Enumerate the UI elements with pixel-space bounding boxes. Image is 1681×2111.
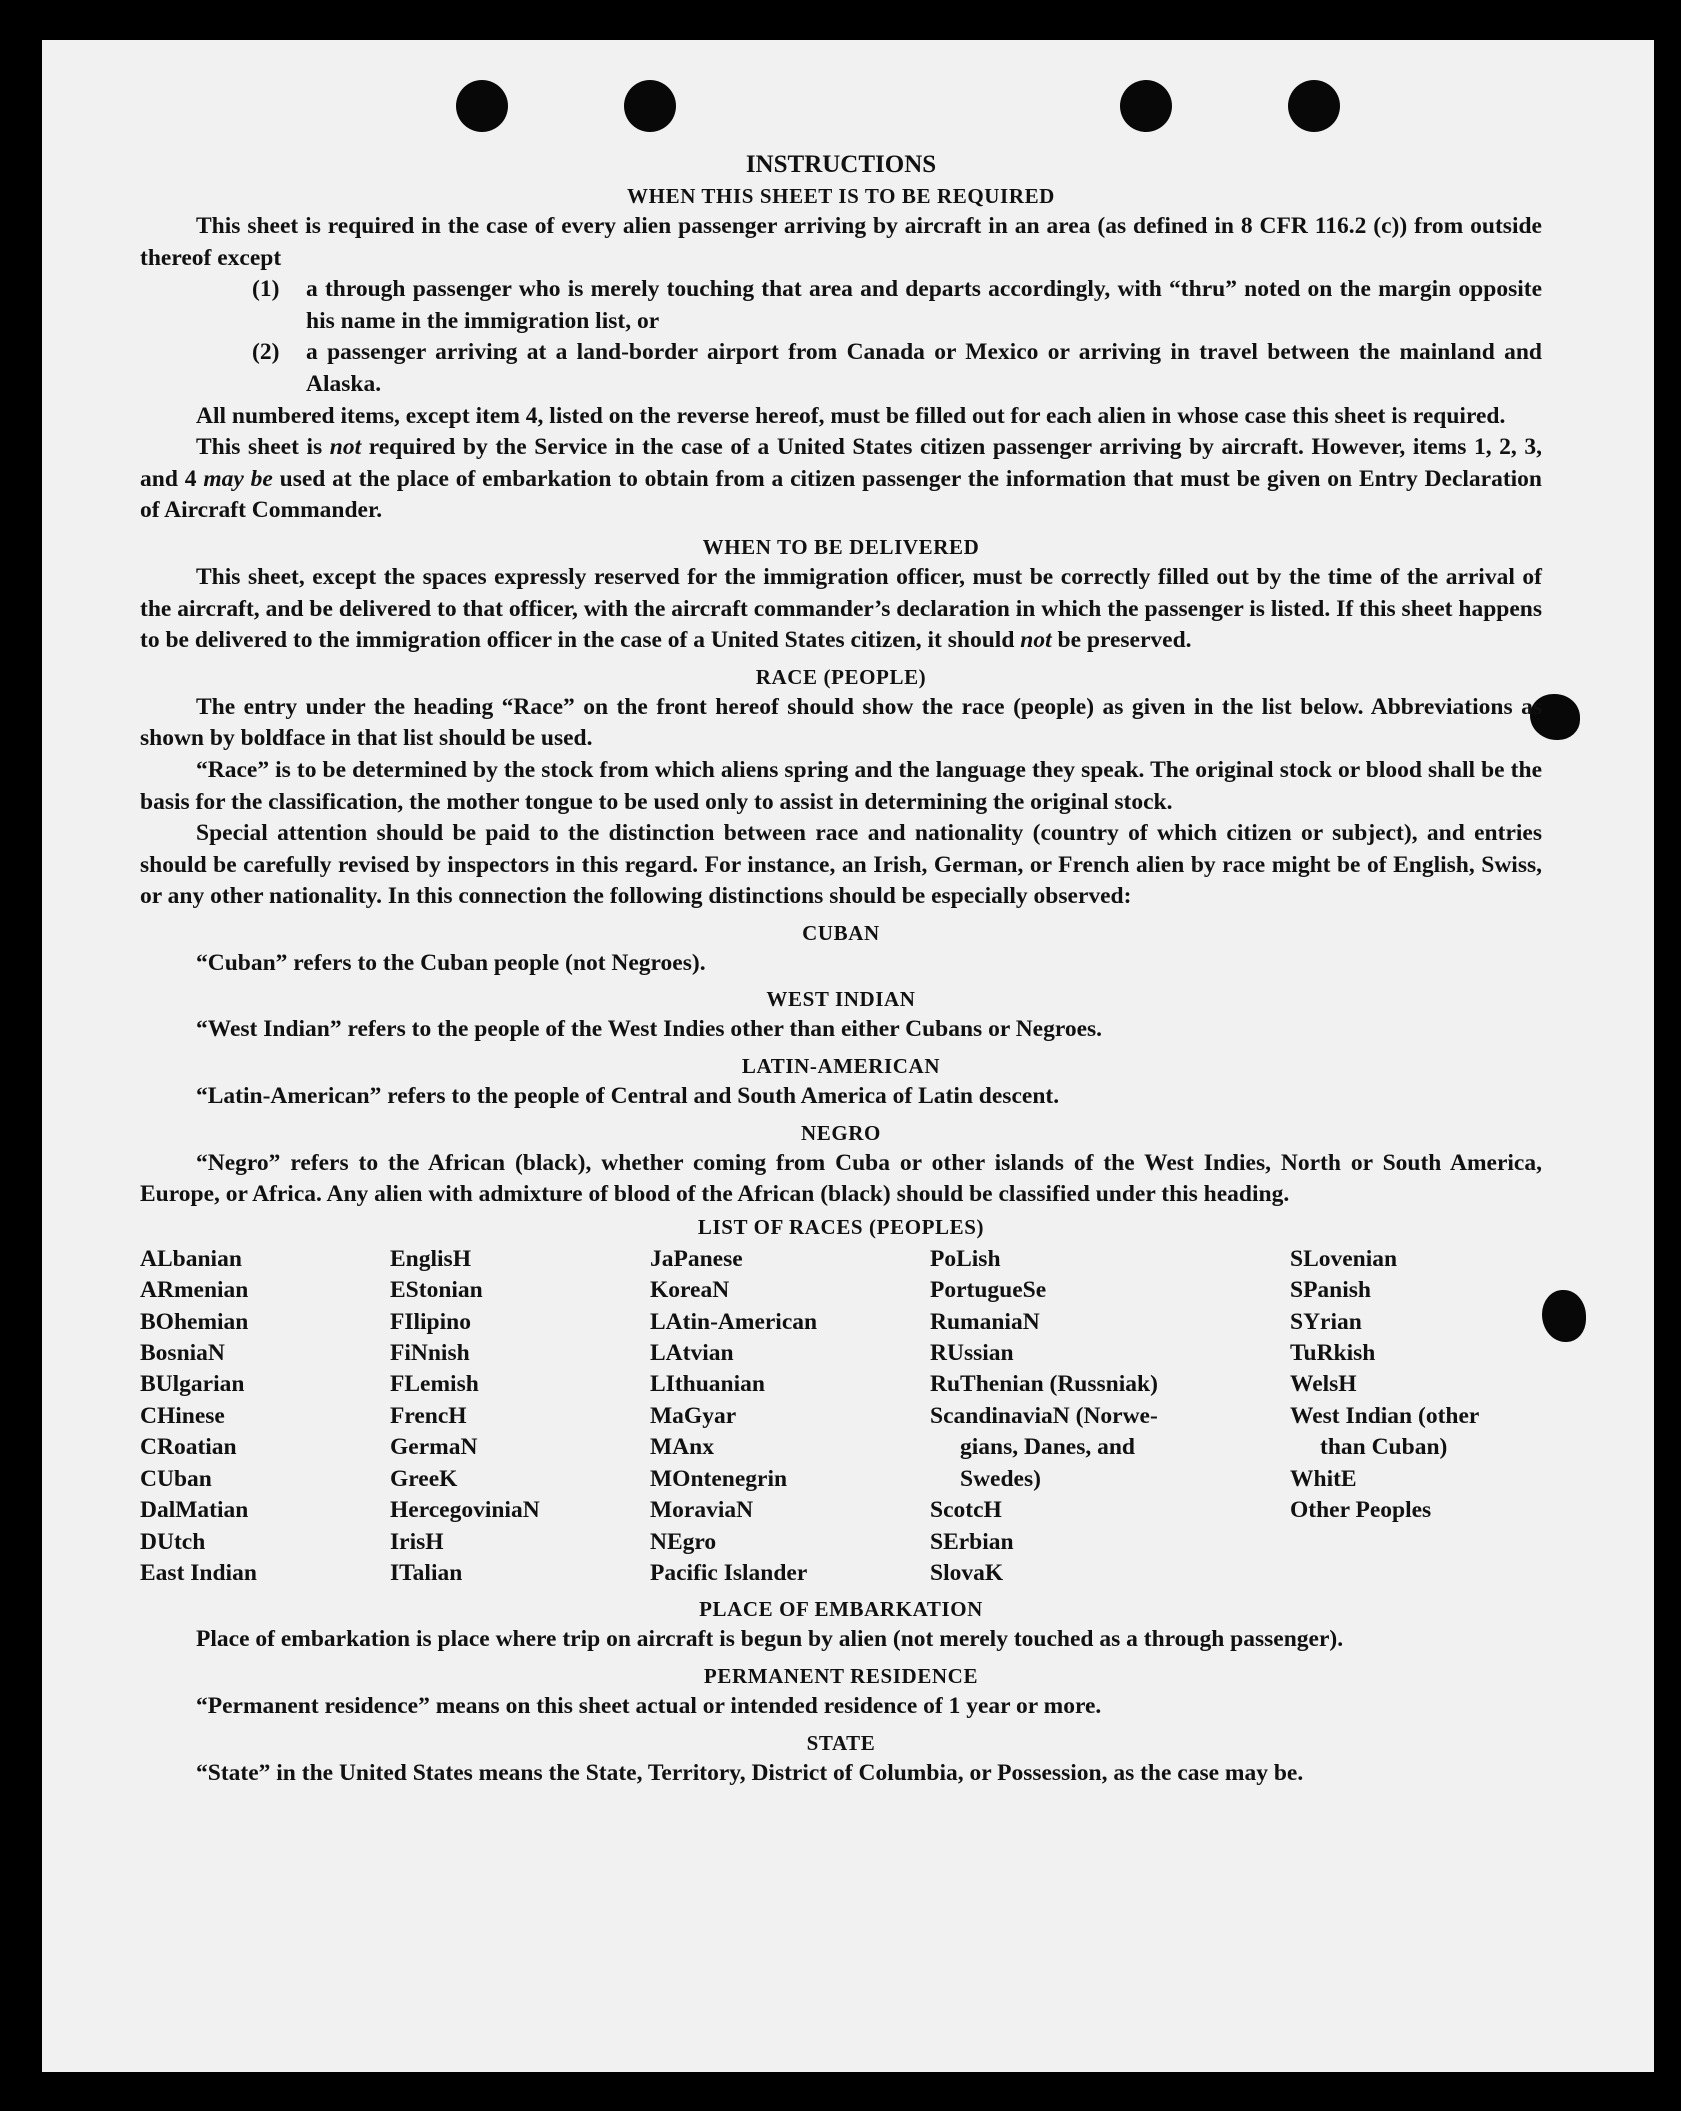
race-entry: DalMatian bbox=[140, 1497, 249, 1524]
race-entry: CHinese bbox=[140, 1402, 225, 1429]
race-entry: MoraviaN bbox=[650, 1497, 754, 1524]
paragraph: All numbered items, except item 4, listed on the reverse hereof, must be filled out for each alien in whose case this sheet is required. bbox=[196, 402, 1506, 429]
paragraph: Special attention should be paid to the distinction between race and nationality (country of which citizen or subject), and entries should be carefully revised by inspectors in this regard. For instance, an Irish, German, or French alien by race might be of English, Swiss, or any other nationality. In this connection the following distinctions should be especially observed: bbox=[140, 820, 1542, 910]
heading-cuban: CUBAN bbox=[802, 920, 880, 945]
punch-hole bbox=[456, 80, 508, 132]
races-column bbox=[390, 1244, 650, 1589]
race-entry: IrisH bbox=[390, 1528, 444, 1555]
race-entry: LAtvian bbox=[650, 1340, 734, 1367]
race-entry: RUssian bbox=[930, 1340, 1014, 1367]
heading-list-of-races: LIST OF RACES (PEOPLES) bbox=[697, 1214, 985, 1239]
heading-state: STATE bbox=[806, 1730, 876, 1755]
race-entry: LAtin-American bbox=[650, 1308, 818, 1335]
paragraph: Place of embarkation is place where trip on aircraft is begun by alien (not merely touched as a through passenger). bbox=[196, 1626, 1344, 1653]
race-entry: SYrian bbox=[1290, 1308, 1362, 1335]
race-entry: BUlgarian bbox=[140, 1371, 245, 1398]
race-entry: Other Peoples bbox=[1290, 1497, 1432, 1524]
race-entry: FrencH bbox=[390, 1402, 467, 1429]
race-entry: BosniaN bbox=[140, 1340, 225, 1367]
race-entry: East Indian bbox=[140, 1559, 257, 1586]
race-entry: CUban bbox=[140, 1465, 212, 1492]
heading-race: RACE (PEOPLE) bbox=[755, 664, 927, 689]
document-page bbox=[42, 40, 1654, 2072]
race-entry: TuRkish bbox=[1290, 1340, 1376, 1367]
race-entry: FiNnish bbox=[390, 1340, 470, 1367]
punch-hole bbox=[1288, 80, 1340, 132]
race-entry: MAnx bbox=[650, 1434, 714, 1461]
exception-number: (2) bbox=[252, 339, 280, 366]
instructions-content bbox=[140, 148, 1542, 1789]
races-list bbox=[140, 1244, 1542, 1589]
races-column bbox=[140, 1244, 390, 1589]
exception-item bbox=[140, 274, 1542, 337]
paragraph: This sheet is required in the case of every alien passenger arriving by aircraft in an area (as defined in 8 CFR 116.2 (c)) from outside thereof except bbox=[140, 213, 1542, 271]
punch-hole bbox=[1120, 80, 1172, 132]
race-entry: than Cuban) bbox=[1320, 1434, 1448, 1461]
race-entry: SPanish bbox=[1290, 1277, 1371, 1304]
heading-permanent-residence: PERMANENT RESIDENCE bbox=[703, 1663, 979, 1688]
heading-negro: NEGRO bbox=[800, 1120, 881, 1145]
race-entry: ARmenian bbox=[140, 1277, 249, 1304]
page-title: INSTRUCTIONS bbox=[745, 151, 937, 178]
paragraph: “State” in the United States means the State, Territory, District of Columbia, or Possession, as the case may be. bbox=[196, 1759, 1304, 1786]
paragraph: “West Indian” refers to the people of the West Indies other than either Cubans or Negroes. bbox=[196, 1016, 1103, 1043]
paragraph: “Cuban” refers to the Cuban people (not Negroes). bbox=[196, 949, 706, 976]
heading-west-indian: WEST INDIAN bbox=[766, 987, 916, 1012]
race-entry: Pacific Islander bbox=[650, 1559, 808, 1586]
race-entry: RumaniaN bbox=[930, 1308, 1040, 1335]
paragraph: “Permanent residence” means on this sheet actual or intended residence of 1 year or more. bbox=[196, 1692, 1102, 1719]
exception-number: (1) bbox=[252, 276, 280, 303]
race-entry: JaPanese bbox=[650, 1245, 743, 1272]
race-entry: NEgro bbox=[650, 1528, 717, 1555]
race-entry: EnglisH bbox=[390, 1245, 471, 1272]
punch-hole bbox=[624, 80, 676, 132]
race-entry: WhitE bbox=[1290, 1465, 1357, 1492]
races-column bbox=[1290, 1244, 1542, 1589]
paragraph: This sheet is not required by the Service in the case of a United States citizen passenger arriving by aircraft. However, items 1, 2, 3, and 4 may be used at the place of embarkation to obtain from a citizen passenger the information that must be given on Entry Declaration of Aircraft Commander. bbox=[140, 434, 1543, 524]
race-entry: ScotcH bbox=[930, 1497, 1002, 1524]
race-entry: SlovaK bbox=[930, 1559, 1004, 1586]
race-entry: RuThenian (Russniak) bbox=[930, 1371, 1158, 1398]
races-column bbox=[930, 1244, 1290, 1589]
race-entry: BOhemian bbox=[140, 1308, 249, 1335]
race-entry: FIlipino bbox=[390, 1308, 471, 1335]
paragraph: “Race” is to be determined by the stock from which aliens spring and the language they speak. The original stock or blood shall be the basis for the classification, the mother tongue to be used only to assist in determining the original stock. bbox=[140, 756, 1542, 815]
heading-when-delivered: WHEN TO BE DELIVERED bbox=[702, 534, 980, 559]
paragraph: “Negro” refers to the African (black), whether coming from Cuba or other islands of the West Indies, North or South America, Europe, or Africa. Any alien with admixture of blood of the African (black) should be classified under this heading. bbox=[140, 1149, 1542, 1208]
race-entry: West Indian (other bbox=[1290, 1402, 1480, 1429]
exception-text: a through passenger who is merely touching that area and departs accordingly, with “thru” noted on the margin opposite his name in the immigration list, or bbox=[306, 276, 1542, 334]
race-entry: LIthuanian bbox=[650, 1371, 765, 1398]
race-entry: CRoatian bbox=[140, 1434, 237, 1461]
race-entry: GermaN bbox=[390, 1434, 478, 1461]
race-entry: MaGyar bbox=[650, 1402, 737, 1429]
race-entry: FLemish bbox=[390, 1371, 479, 1398]
heading-when-required: WHEN THIS SHEET IS TO BE REQUIRED bbox=[627, 184, 1055, 208]
race-entry: gians, Danes, and bbox=[960, 1434, 1135, 1461]
heading-latin-american: LATIN-AMERICAN bbox=[741, 1054, 941, 1079]
race-entry: KoreaN bbox=[650, 1277, 730, 1304]
race-entry: DUtch bbox=[140, 1528, 206, 1555]
race-entry: WelsH bbox=[1290, 1371, 1357, 1398]
exception-item bbox=[140, 337, 1542, 400]
race-entry: EStonian bbox=[390, 1277, 483, 1304]
races-column bbox=[650, 1244, 930, 1589]
race-entry: PortugueSe bbox=[930, 1277, 1047, 1304]
race-entry: GreeK bbox=[390, 1465, 458, 1492]
paragraph: The entry under the heading “Race” on the front hereof should show the race (people) as given in the list below. Abbreviations as shown by boldface in that list should be used. bbox=[140, 693, 1542, 752]
race-entry: SErbian bbox=[930, 1528, 1014, 1555]
race-entry: SLovenian bbox=[1290, 1245, 1398, 1272]
ink-blot bbox=[1542, 1290, 1586, 1342]
exception-text: a passenger arriving at a land-border airport from Canada or Mexico or arriving in travel between the mainland and Alaska. bbox=[306, 339, 1542, 397]
paragraph: “Latin-American” refers to the people of Central and South America of Latin descent. bbox=[196, 1083, 1060, 1110]
heading-embarkation: PLACE OF EMBARKATION bbox=[699, 1597, 983, 1622]
race-entry: ScandinaviaN (Norwe- bbox=[930, 1402, 1158, 1429]
race-entry: ITalian bbox=[390, 1559, 463, 1586]
race-entry: ALbanian bbox=[140, 1245, 242, 1272]
race-entry: Swedes) bbox=[960, 1465, 1041, 1492]
race-entry: HercegoviniaN bbox=[390, 1497, 540, 1524]
race-entry: PoLish bbox=[930, 1245, 1001, 1272]
race-entry: MOntenegrin bbox=[650, 1465, 788, 1492]
paragraph: This sheet, except the spaces expressly reserved for the immigration officer, must be correctly filled out by the time of the arrival of the aircraft, and be delivered to that officer, with the aircraft commander’s declaration in which the passenger is listed. If this sheet happens to be delivered to the immigration officer in the case of a United States citizen, it should not be preserved. bbox=[140, 563, 1542, 654]
